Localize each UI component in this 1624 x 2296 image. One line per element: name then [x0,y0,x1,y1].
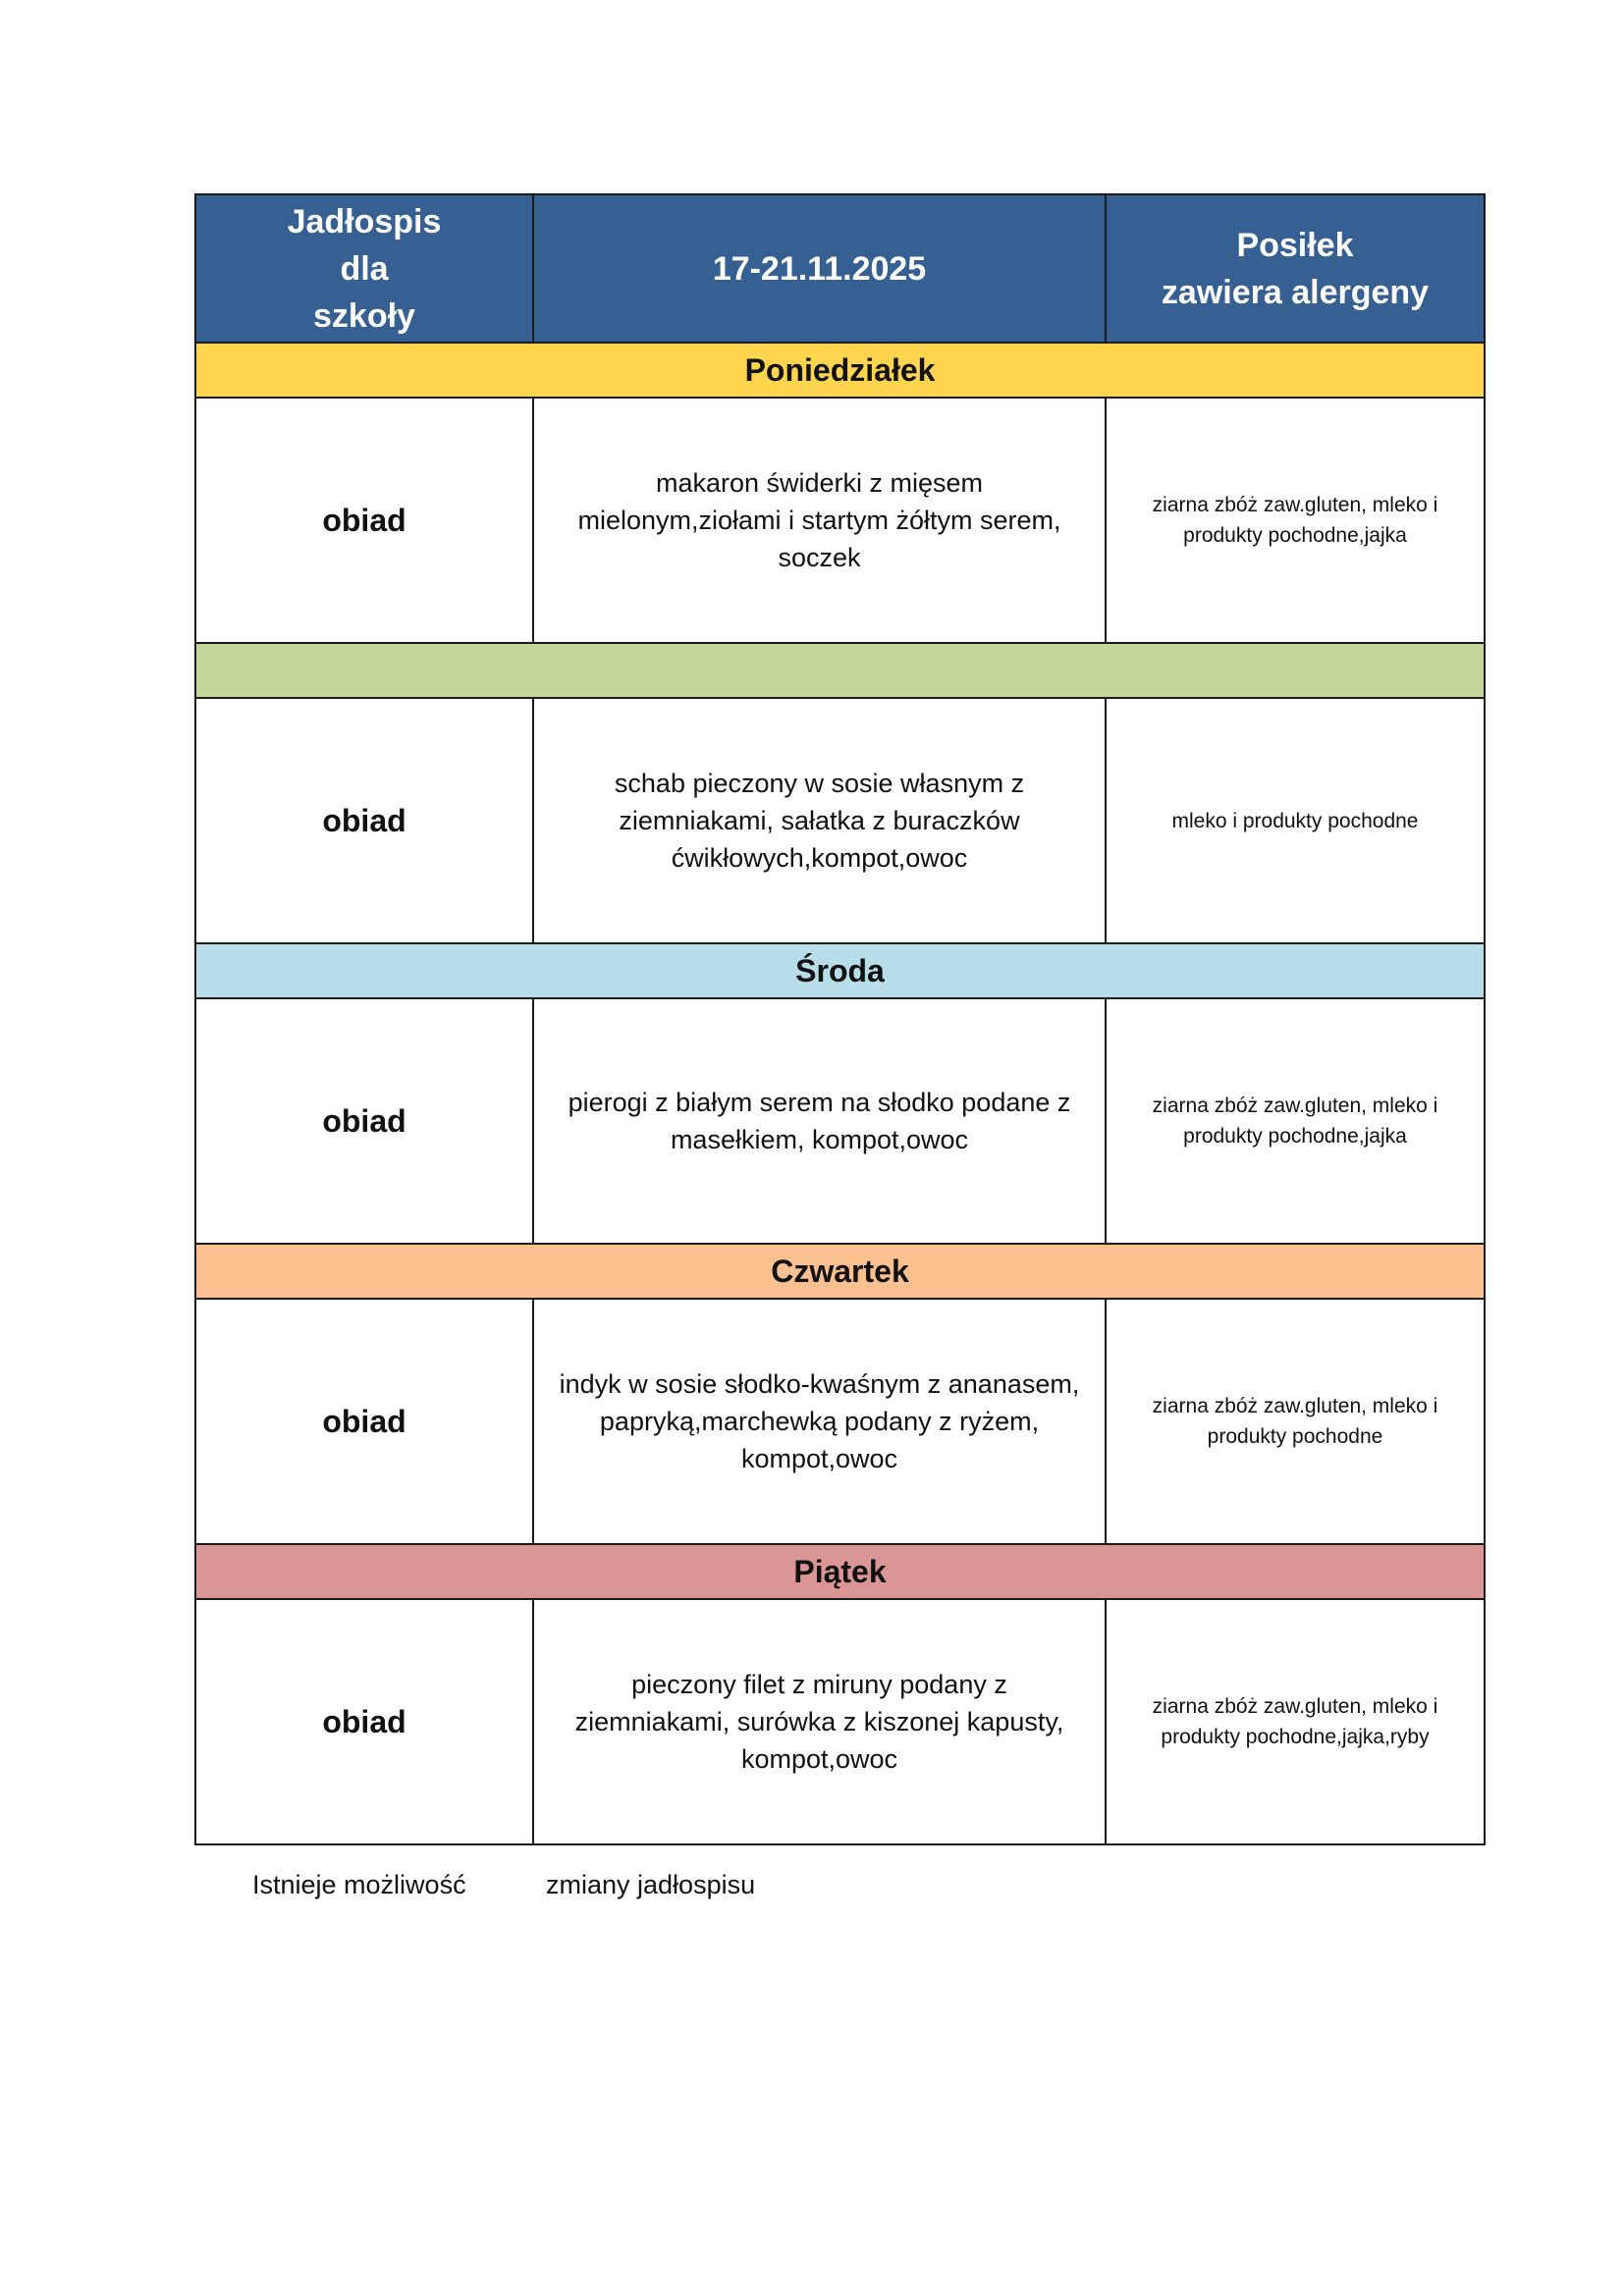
header-row [195,194,1485,343]
footnote-part-1: Istnieje możliwość [252,1870,466,1899]
day-header-row [195,643,1485,698]
meal-label: obiad [195,1299,533,1544]
menu-title [195,194,533,343]
date-range: 17-21.11.2025 [533,194,1106,343]
menu-table [194,193,1486,1845]
allergens-heading [1106,194,1485,343]
allergens-list: ziarna zbóż zaw.gluten, mleko i produkty pochodne,jajka [1106,398,1485,643]
footnote-part-2: zmiany jadłospisu [546,1870,756,1899]
allergens-heading-line: Posiłek [1236,226,1354,264]
menu-title-line: dla [340,249,389,288]
meal-label: obiad [195,1599,533,1844]
day-name: Poniedziałek [195,343,1485,398]
dish-description: makaron świderki z mięsem mielonym,ziołami i startym żółtym serem, soczek [533,398,1106,643]
allergens-list: ziarna zbóż zaw.gluten, mleko i produkty pochodne,jajka,ryby [1106,1599,1485,1844]
dish-description: indyk w sosie słodko-kwaśnym z ananasem, papryką,marchewką podany z ryżem, kompot,owoc [533,1299,1106,1544]
menu-title-line: szkoły [313,296,415,335]
allergens-heading-line: zawiera alergeny [1161,273,1430,311]
dish-description: schab pieczony w sosie własnym z ziemniakami, sałatka z buraczków ćwikłowych,kompot,owoc [533,698,1106,943]
day-header-row [195,1544,1485,1599]
meal-label: obiad [195,998,533,1244]
dish-description: pierogi z białym serem na słodko podane z masełkiem, kompot,owoc [533,998,1106,1244]
day-name: Środa [195,943,1485,998]
day-header-row [195,343,1485,398]
dish-description: pieczony filet z miruny podany z ziemniakami, surówka z kiszonej kapusty, kompot,owoc [533,1599,1106,1844]
day-name [195,643,1485,698]
meal-label: obiad [195,698,533,943]
day-header-row [195,1244,1485,1299]
day-header-row [195,943,1485,998]
meal-row [195,998,1485,1244]
allergens-list: ziarna zbóż zaw.gluten, mleko i produkty pochodne [1106,1299,1485,1544]
day-name: Piątek [195,1544,1485,1599]
day-name: Czwartek [195,1244,1485,1299]
meal-row [195,698,1485,943]
meal-row [195,398,1485,643]
meal-row [195,1599,1485,1844]
allergens-list: mleko i produkty pochodne [1106,698,1485,943]
meal-label: obiad [195,398,533,643]
menu-title-line: Jadłospis [287,202,442,240]
allergens-list: ziarna zbóż zaw.gluten, mleko i produkty pochodne,jajka [1106,998,1485,1244]
meal-row [195,1299,1485,1544]
